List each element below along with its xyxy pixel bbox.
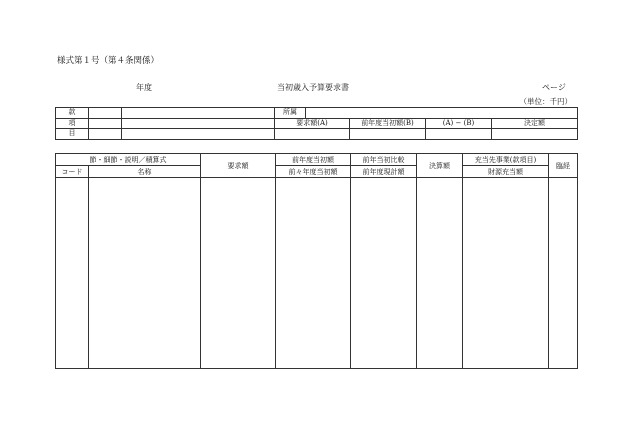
prev-compare-column-cell[interactable]	[351, 178, 417, 369]
request-column-cell[interactable]	[201, 178, 276, 369]
detail-header-row-1	[56, 154, 578, 166]
remarks-column-cell[interactable]	[549, 178, 578, 369]
difference-cell[interactable]	[426, 129, 492, 140]
name-column-cell[interactable]	[89, 178, 201, 369]
difference-header: (A) − (B)	[426, 118, 492, 129]
kan-name-cell[interactable]	[122, 108, 275, 119]
name-header: 名称	[89, 166, 201, 178]
prev-initial-amount-header: 前年度当初額(B)	[350, 118, 426, 129]
moku-code-cell[interactable]	[89, 129, 122, 140]
fiscal-year-label: 年度	[136, 83, 152, 92]
prev-compare-header: 前年当初比較	[351, 154, 417, 166]
moku-name-cell[interactable]	[122, 129, 275, 140]
department-value-cell[interactable]	[306, 108, 578, 119]
settlement-column-cell[interactable]	[417, 178, 463, 369]
kou-name-cell[interactable]	[122, 118, 275, 129]
remarks-header: 臨経	[549, 154, 578, 178]
prev-initial-column-cell[interactable]	[276, 178, 351, 369]
summary-row-kan	[56, 108, 578, 119]
unit-label: （単位：千円）	[519, 97, 572, 106]
department-label: 所属	[275, 108, 306, 119]
section-detail-header: 節・細節・説明／積算式	[56, 154, 201, 166]
decision-amount-header: 決定額	[492, 118, 578, 129]
decision-amount-cell[interactable]	[492, 129, 578, 140]
prev-budget-header: 前々年度当初額	[276, 166, 351, 178]
detail-header-row-2	[56, 166, 578, 178]
request-header: 要求額	[201, 154, 276, 178]
kan-label: 款	[56, 108, 89, 119]
funding-header: 財源充当額	[463, 166, 549, 178]
kou-code-cell[interactable]	[89, 118, 122, 129]
moku-label: 目	[56, 129, 89, 140]
request-amount-cell[interactable]	[275, 129, 350, 140]
summary-table	[55, 107, 578, 140]
summary-row-moku	[56, 129, 578, 140]
kou-label: 項	[56, 118, 89, 129]
detail-table	[55, 153, 578, 369]
summary-row-kou	[56, 118, 578, 129]
prev-initial-amount-cell[interactable]	[350, 129, 426, 140]
code-column-cell[interactable]	[56, 178, 89, 369]
allocation-header: 充当先事業(款項目)	[463, 154, 549, 166]
prev-current-header: 前年度現計額	[351, 166, 417, 178]
form-number: 様式第１号（第４条関係）	[57, 56, 160, 66]
settlement-header: 決算額	[417, 154, 463, 178]
detail-body-row	[56, 178, 578, 369]
document-title: 当初歳入予算要求書	[277, 83, 349, 92]
request-amount-header: 要求額(A)	[275, 118, 350, 129]
kan-code-cell[interactable]	[89, 108, 122, 119]
allocation-column-cell[interactable]	[463, 178, 549, 369]
prev-initial-header: 前年度当初額	[276, 154, 351, 166]
page-label: ページ	[542, 83, 566, 92]
code-header: コード	[56, 166, 89, 178]
